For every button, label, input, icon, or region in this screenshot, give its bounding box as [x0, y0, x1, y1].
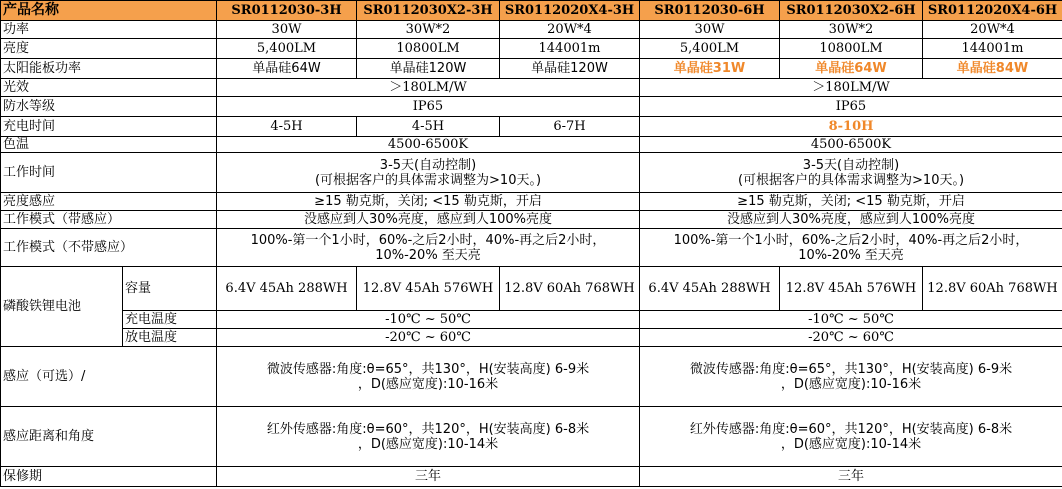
warranty-row	[1, 467, 1062, 487]
warranty-right: 三年	[640, 467, 1062, 487]
brightness-2: 10800LM	[357, 39, 500, 59]
light-sensing-left: ≥15 勒克斯，关闭; <15 勒克斯，开启	[217, 193, 640, 211]
charge-temp-left: -10℃ ~ 50℃	[217, 311, 640, 329]
mode-sensor-row	[1, 211, 1062, 229]
charge-temp-label: 充电温度	[123, 311, 217, 329]
work-time-row	[1, 153, 1062, 193]
battery-capacity-label: 容量	[123, 267, 217, 311]
battery-discharge-temp-row	[1, 329, 1062, 347]
header-label: 产品名称	[1, 1, 217, 21]
battery-capacity-6: 12.8V 60Ah 768WH	[923, 267, 1062, 311]
sensing-range-left	[217, 407, 640, 467]
color-temp-left: 4500-6500K	[217, 137, 640, 153]
efficacy-left: ＞180LM/W	[217, 79, 640, 97]
charge-time-2: 4-5H	[357, 117, 500, 137]
waterproof-right: IP65	[640, 97, 1062, 117]
brightness-3: 144001m	[500, 39, 640, 59]
light-sensing-row	[1, 193, 1062, 211]
brightness-1: 5,400LM	[217, 39, 357, 59]
power-4: 30W	[640, 21, 780, 39]
work-time-right-line2: (可根据客户的具体需求调整为>10天。)	[737, 172, 965, 188]
warranty-left: 三年	[217, 467, 640, 487]
power-3: 20W*4	[500, 21, 640, 39]
work-time-left-line2: (可根据客户的具体需求调整为>10天。)	[314, 172, 542, 188]
sensing-range-label: 感应距离和角度	[1, 407, 217, 467]
sensing-right	[640, 347, 1062, 407]
work-time-left-line1: 3-5天(自动控制)	[379, 157, 477, 173]
mode-nosensor-row	[1, 229, 1062, 267]
battery-capacity-3: 12.8V 60Ah 768WH	[500, 267, 640, 311]
work-time-right	[640, 153, 1062, 193]
battery-capacity-4: 6.4V 45Ah 288WH	[640, 267, 780, 311]
charge-temp-right: -10℃ ~ 50℃	[640, 311, 1062, 329]
model-1: SR0112030-3H	[217, 1, 357, 21]
sensing-left-line1: 微波传感器:角度:θ=65°，共130°，H(安装高度) 6-9米	[266, 361, 590, 377]
color-temp-row	[1, 137, 1062, 153]
battery-label: 磷酸铁锂电池	[1, 267, 123, 347]
sensing-row	[1, 347, 1062, 407]
charge-time-3: 6-7H	[500, 117, 640, 137]
solar-row	[1, 59, 1062, 79]
sensing-range-right-line2: ，D(感应宽度):10-14米	[780, 436, 922, 452]
mode-sensor-left: 没感应到人30%亮度，感应到人100%亮度	[217, 211, 640, 229]
mode-nosensor-left-line2: 10%-20% 至天亮	[375, 247, 481, 263]
efficacy-right: ＞180LM/W	[640, 79, 1062, 97]
sensing-label: 感应（可选）/	[1, 347, 217, 407]
waterproof-row	[1, 97, 1062, 117]
mode-nosensor-right-line1: 100%-第一个1小时，60%-之后2小时，40%-再之后2小时，	[673, 232, 1029, 248]
sensing-range-row	[1, 407, 1062, 467]
solar-3: 单晶硅120W	[500, 59, 640, 79]
color-temp-label: 色温	[1, 137, 217, 153]
model-5: SR0112030X2-6H	[780, 1, 923, 21]
discharge-temp-left: -20℃ ~ 60℃	[217, 329, 640, 347]
model-4: SR0112030-6H	[640, 1, 780, 21]
battery-charge-temp-row	[1, 311, 1062, 329]
light-sensing-label: 亮度感应	[1, 193, 217, 211]
color-temp-right: 4500-6500K	[640, 137, 1062, 153]
sensing-left-line2: ，D(感应宽度):10-16米	[357, 376, 499, 392]
battery-capacity-1: 6.4V 45Ah 288WH	[217, 267, 357, 311]
brightness-6: 144001m	[923, 39, 1062, 59]
solar-4: 单晶硅31W	[640, 59, 780, 79]
solar-6: 单晶硅84W	[923, 59, 1062, 79]
work-time-right-line1: 3-5天(自动控制)	[802, 157, 900, 173]
sensing-range-left-line2: ，D(感应宽度):10-14米	[357, 436, 499, 452]
warranty-label: 保修期	[1, 467, 217, 487]
power-2: 30W*2	[357, 21, 500, 39]
solar-5: 单晶硅64W	[780, 59, 923, 79]
sensing-range-left-line1: 红外传感器:角度:θ=60°，共120°，H(安装高度) 6-8米	[266, 421, 590, 437]
work-time-label: 工作时间	[1, 153, 217, 193]
waterproof-label: 防水等级	[1, 97, 217, 117]
charge-time-1: 4-5H	[217, 117, 357, 137]
mode-nosensor-left-line1: 100%-第一个1小时，60%-之后2小时，40%-再之后2小时，	[250, 232, 606, 248]
mode-nosensor-label: 工作模式（不带感应）	[1, 229, 217, 267]
efficacy-row	[1, 79, 1062, 97]
brightness-4: 5,400LM	[640, 39, 780, 59]
charge-time-right: 8-10H	[640, 117, 1062, 137]
sensing-right-line2: ，D(感应宽度):10-16米	[780, 376, 922, 392]
discharge-temp-right: -20℃ ~ 60℃	[640, 329, 1062, 347]
mode-sensor-label: 工作模式（带感应）	[1, 211, 217, 229]
efficacy-label: 光效	[1, 79, 217, 97]
header-row	[1, 1, 1062, 21]
brightness-label: 亮度	[1, 39, 217, 59]
mode-nosensor-left	[217, 229, 640, 267]
light-sensing-right: ≥15 勒克斯，关闭; <15 勒克斯，开启	[640, 193, 1062, 211]
sensing-left	[217, 347, 640, 407]
solar-2: 单晶硅120W	[357, 59, 500, 79]
sensing-range-right-line1: 红外传感器:角度:θ=60°，共120°，H(安装高度) 6-8米	[689, 421, 1013, 437]
sensing-right-line1: 微波传感器:角度:θ=65°，共130°，H(安装高度) 6-9米	[689, 361, 1013, 377]
solar-1: 单晶硅64W	[217, 59, 357, 79]
model-6: SR0112020X4-6H	[923, 1, 1062, 21]
power-label: 功率	[1, 21, 217, 39]
model-3: SR0112020X4-3H	[500, 1, 640, 21]
battery-capacity-5: 12.8V 45Ah 576WH	[780, 267, 923, 311]
sensing-range-right	[640, 407, 1062, 467]
discharge-temp-label: 放电温度	[123, 329, 217, 347]
model-2: SR0112030X2-3H	[357, 1, 500, 21]
power-1: 30W	[217, 21, 357, 39]
brightness-5: 10800LM	[780, 39, 923, 59]
charge-time-row	[1, 117, 1062, 137]
power-row	[1, 21, 1062, 39]
waterproof-left: IP65	[217, 97, 640, 117]
brightness-row	[1, 39, 1062, 59]
battery-capacity-row	[1, 267, 1062, 311]
power-5: 30W*2	[780, 21, 923, 39]
battery-capacity-2: 12.8V 45Ah 576WH	[357, 267, 500, 311]
charge-time-label: 充电时间	[1, 117, 217, 137]
mode-sensor-right: 没感应到人30%亮度，感应到人100%亮度	[640, 211, 1062, 229]
power-6: 20W*4	[923, 21, 1062, 39]
work-time-left	[217, 153, 640, 193]
solar-label: 太阳能板功率	[1, 59, 217, 79]
mode-nosensor-right-line2: 10%-20% 至天亮	[798, 247, 904, 263]
mode-nosensor-right	[640, 229, 1062, 267]
